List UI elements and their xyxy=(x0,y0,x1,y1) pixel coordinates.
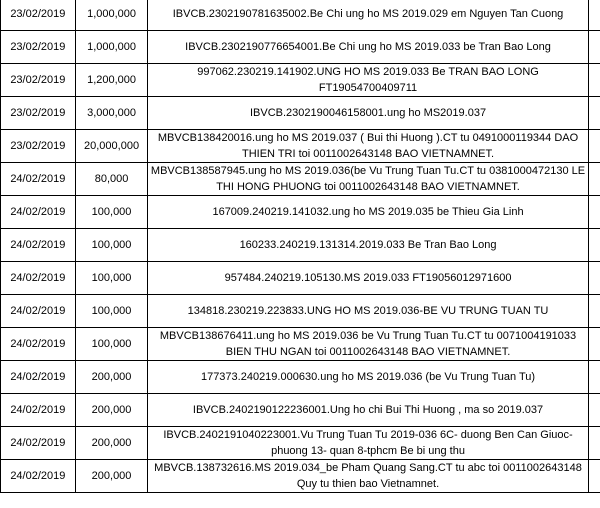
amount-cell: 100,000 xyxy=(75,196,148,229)
description-cell: MBVCB138587945.ung ho MS 2019.036(be Vu Trung Tuan Tu.CT tu 0381000472130 LE THI HONG PHUONG toi 0011002643148 BAO VIETNAMNET. xyxy=(148,163,588,196)
table-row xyxy=(1,64,600,97)
empty-cell xyxy=(588,394,600,427)
description-cell: MBVCB138420016.ung ho MS 2019.037 ( Bui thi Huong ).CT tu 0491000119344 DAO THIEN TRI toi 0011002643148 BAO VIETNAMNET. xyxy=(148,130,588,163)
date-cell: 23/02/2019 xyxy=(1,31,76,64)
table-row xyxy=(1,328,600,361)
date-cell: 23/02/2019 xyxy=(1,130,76,163)
amount-cell: 200,000 xyxy=(75,394,148,427)
description-cell: 134818.230219.223833.UNG HO MS 2019.036-BE VU TRUNG TUAN TU xyxy=(148,295,588,328)
date-cell: 23/02/2019 xyxy=(1,64,76,97)
description-cell: IBVCB.2402191040223001.Vu Trung Tuan Tu 2019-036 6C- duong Ben Can Giuoc-phuong 13- quan 8-tphcm Be bi ung thu xyxy=(148,427,588,460)
table-row xyxy=(1,295,600,328)
amount-cell: 80,000 xyxy=(75,163,148,196)
table-row xyxy=(1,130,600,163)
date-cell: 24/02/2019 xyxy=(1,262,76,295)
description-cell: 177373.240219.000630.ung ho MS 2019.036 (be Vu Trung Tuan Tu) xyxy=(148,361,588,394)
table-row xyxy=(1,31,600,64)
amount-cell: 200,000 xyxy=(75,427,148,460)
empty-cell xyxy=(588,361,600,394)
description-cell: 160233.240219.131314.2019.033 Be Tran Bao Long xyxy=(148,229,588,262)
date-cell: 23/02/2019 xyxy=(1,97,76,130)
description-cell: IBVCB.2402190122236001.Ung ho chi Bui Thi Huong , ma so 2019.037 xyxy=(148,394,588,427)
description-cell: 167009.240219.141032.ung ho MS 2019.035 be Thieu Gia Linh xyxy=(148,196,588,229)
amount-cell: 100,000 xyxy=(75,328,148,361)
amount-cell: 1,000,000 xyxy=(75,0,148,31)
table-row xyxy=(1,97,600,130)
table-row xyxy=(1,196,600,229)
description-cell: 957484.240219.105130.MS 2019.033 FT19056012971600 xyxy=(148,262,588,295)
description-cell: 997062.230219.141902.UNG HO MS 2019.033 Be TRAN BAO LONG FT19054700409711 xyxy=(148,64,588,97)
empty-cell xyxy=(588,130,600,163)
description-cell: MBVCB138676411.ung ho MS 2019.036 be Vu Trung Tuan Tu.CT tu 0071004191033 BIEN THU NGAN toi 0011002643148 BAO VIETNAMNET. xyxy=(148,328,588,361)
date-cell: 24/02/2019 xyxy=(1,460,76,493)
description-cell: IBVCB.2302190776654001.Be Chi ung ho MS 2019.033 be Tran Bao Long xyxy=(148,31,588,64)
amount-cell: 1,200,000 xyxy=(75,64,148,97)
table-row xyxy=(1,0,600,31)
date-cell: 24/02/2019 xyxy=(1,196,76,229)
empty-cell xyxy=(588,97,600,130)
amount-cell: 20,000,000 xyxy=(75,130,148,163)
empty-cell xyxy=(588,31,600,64)
amount-cell: 3,000,000 xyxy=(75,97,148,130)
amount-cell: 200,000 xyxy=(75,460,148,493)
date-cell: 24/02/2019 xyxy=(1,361,76,394)
amount-cell: 100,000 xyxy=(75,229,148,262)
empty-cell xyxy=(588,295,600,328)
amount-cell: 1,000,000 xyxy=(75,31,148,64)
amount-cell: 200,000 xyxy=(75,361,148,394)
date-cell: 23/02/2019 xyxy=(1,0,76,31)
date-cell: 24/02/2019 xyxy=(1,163,76,196)
date-cell: 24/02/2019 xyxy=(1,229,76,262)
date-cell: 24/02/2019 xyxy=(1,427,76,460)
empty-cell xyxy=(588,229,600,262)
empty-cell xyxy=(588,427,600,460)
date-cell: 24/02/2019 xyxy=(1,394,76,427)
table-row xyxy=(1,460,600,493)
description-cell: IBVCB.2302190046158001.ung ho MS2019.037 xyxy=(148,97,588,130)
date-cell: 24/02/2019 xyxy=(1,295,76,328)
description-cell: IBVCB.2302190781635002.Be Chi ung ho MS 2019.029 em Nguyen Tan Cuong xyxy=(148,0,588,31)
table-row xyxy=(1,361,600,394)
empty-cell xyxy=(588,0,600,31)
table-row xyxy=(1,163,600,196)
amount-cell: 100,000 xyxy=(75,262,148,295)
empty-cell xyxy=(588,328,600,361)
empty-cell xyxy=(588,262,600,295)
date-cell: 24/02/2019 xyxy=(1,328,76,361)
table-row xyxy=(1,394,600,427)
table-row xyxy=(1,229,600,262)
amount-cell: 100,000 xyxy=(75,295,148,328)
empty-cell xyxy=(588,64,600,97)
empty-cell xyxy=(588,460,600,493)
table-row xyxy=(1,262,600,295)
description-cell: MBVCB.138732616.MS 2019.034_be Pham Quang Sang.CT tu abc toi 0011002643148 Quy tu thien bao Vietnamnet. xyxy=(148,460,588,493)
table-row xyxy=(1,427,600,460)
empty-cell xyxy=(588,196,600,229)
empty-cell xyxy=(588,163,600,196)
